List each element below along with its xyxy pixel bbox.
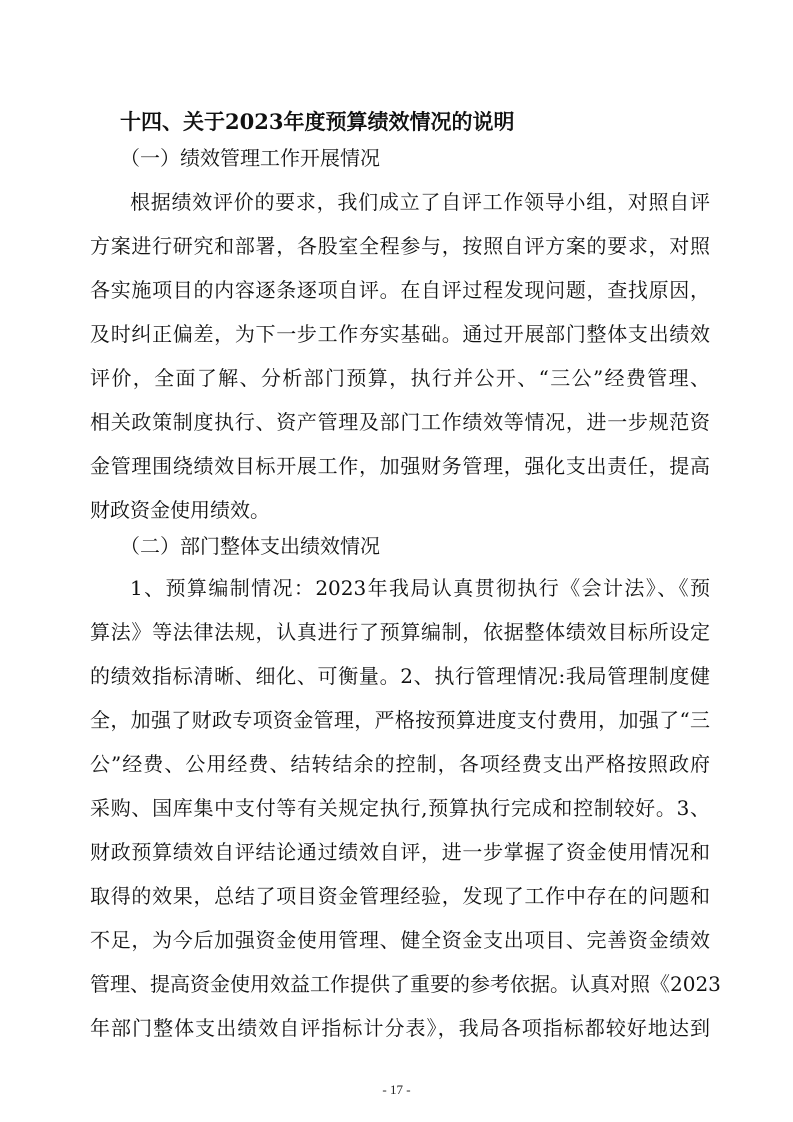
paragraph-line: 取得的效果，总结了项目资金管理经验，发现了工作中存在的问题和 <box>90 884 710 908</box>
page-number: - 17 - <box>382 1082 411 1097</box>
paragraph-line: 财政资金使用绩效。 <box>90 498 270 522</box>
paragraph-line: 各实施项目的内容逐条逐项自评。在自评过程发现问题，查找原因， <box>90 278 710 302</box>
paragraph-line: 1、预算编制情况：2023年我局认真贯彻执行《会计法》、《预 <box>130 576 710 600</box>
paragraph-line: 不足，为今后加强资金使用管理、健全资金支出项目、完善资金绩效 <box>90 928 710 952</box>
paragraph-line: 及时纠正偏差，为下一步工作夯实基础。通过开展部门整体支出绩效 <box>90 322 710 346</box>
subsection-title-1: （一）绩效管理工作开展情况 <box>120 146 380 170</box>
paragraph-line: 管理、提高资金使用效益工作提供了重要的参考依据。认真对照《2023 <box>90 972 721 996</box>
paragraph-line: 年部门整体支出绩效自评指标计分表》，我局各项指标都较好地达到 <box>90 1016 710 1040</box>
paragraph-line: 财政预算绩效自评结论通过绩效自评，进一步掌握了资金使用情况和 <box>90 840 710 864</box>
paragraph-line: 相关政策制度执行、资产管理及部门工作绩效等情况，进一步规范资 <box>90 410 710 434</box>
paragraph-line: 的绩效指标清晰、细化、可衡量。2、执行管理情况:我局管理制度健 <box>90 664 710 688</box>
paragraph-line: 全，加强了财政专项资金管理，严格按预算进度支付费用，加强了“三 <box>90 708 710 732</box>
paragraph-line: 算法》等法律法规，认真进行了预算编制，依据整体绩效目标所设定 <box>90 620 710 644</box>
paragraph-line: 公”经费、公用经费、结转结余的控制，各项经费支出严格按照政府 <box>90 752 710 776</box>
section-heading: 十四、关于2023年度预算绩效情况的说明 <box>120 109 515 134</box>
paragraph-line: 评价，全面了解、分析部门预算，执行并公开、“三公”经费管理、 <box>90 366 710 390</box>
subsection-title-2: （二）部门整体支出绩效情况 <box>120 534 380 558</box>
paragraph-line: 采购、国库集中支付等有关规定执行,预算执行完成和控制较好。3、 <box>90 796 710 820</box>
paragraph-line: 根据绩效评价的要求，我们成立了自评工作领导小组，对照自评 <box>130 190 710 214</box>
paragraph-line: 方案进行研究和部署，各股室全程参与，按照自评方案的要求，对照 <box>90 234 710 258</box>
paragraph-line: 金管理围绕绩效目标开展工作，加强财务管理，强化支出责任，提高 <box>90 454 710 478</box>
